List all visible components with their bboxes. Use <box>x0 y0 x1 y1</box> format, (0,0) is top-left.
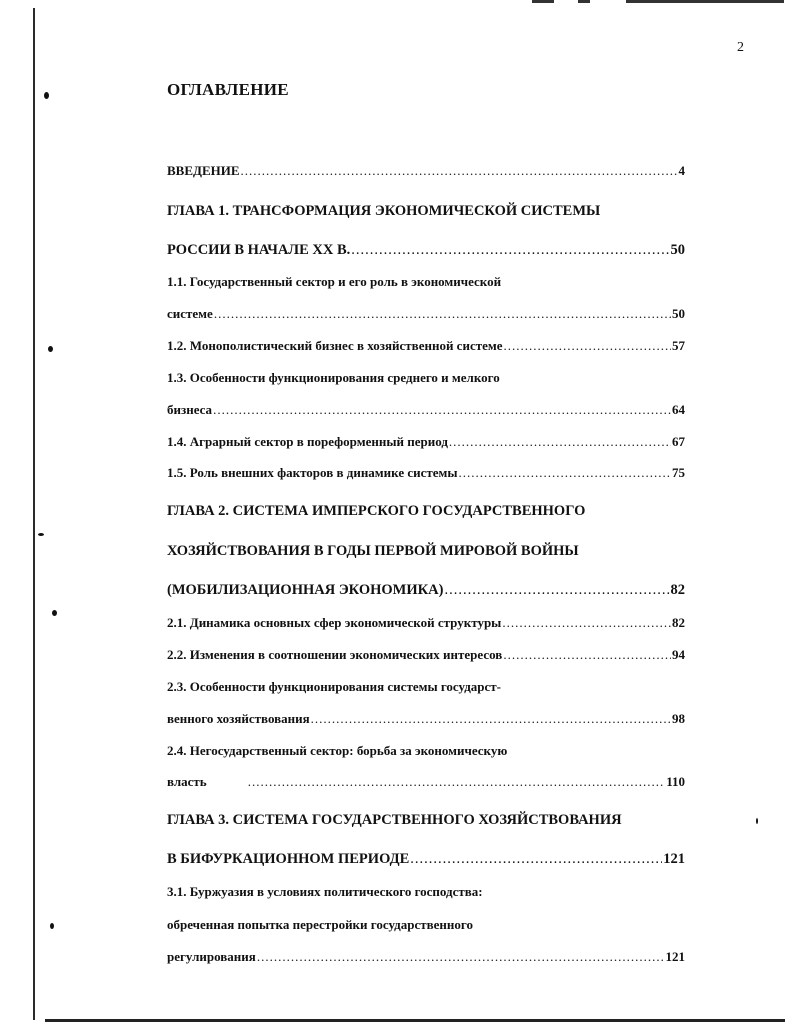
toc-entry-title: (МОБИЛИЗАЦИОННАЯ ЭКОНОМИКА) <box>167 582 444 598</box>
toc-entry-page: 67 <box>672 434 685 449</box>
toc-heading: ОГЛАВЛЕНИЕ <box>167 80 289 99</box>
toc-entry-title: власть <box>167 774 207 789</box>
toc-entry-title: 1.3. Особенности функционирования среднего и мелкого <box>167 370 500 385</box>
scan-speck <box>756 818 758 824</box>
toc-entry-title: РОССИИ В НАЧАЛЕ XX В. <box>167 242 351 258</box>
toc-entry-page: 82 <box>670 582 685 598</box>
toc-section-continued <box>167 306 685 322</box>
toc-entry-title: 1.2. Монополистический бизнес в хозяйственной системе <box>167 338 503 353</box>
scan-top-mark <box>578 0 590 3</box>
toc-leader-dots <box>459 465 671 481</box>
scan-top-mark <box>626 0 784 3</box>
toc-entry-page: 121 <box>665 949 685 964</box>
toc-chapter-title <box>167 812 622 829</box>
toc-entry-page: 121 <box>663 851 685 867</box>
toc-leader-dots <box>351 242 669 259</box>
toc-leader-dots <box>248 774 666 790</box>
toc-entry-title: бизнеса <box>167 402 213 417</box>
toc-entry-page: 94 <box>672 647 685 662</box>
toc-section-title-continued <box>167 917 473 933</box>
toc-section-continued <box>167 949 685 965</box>
toc-entry-page: 82 <box>672 615 685 630</box>
toc-chapter-title <box>167 203 600 220</box>
toc-entry-title: ГЛАВА 3. СИСТЕМА ГОСУДАРСТВЕННОГО ХОЗЯЙСТВОВАНИЯ <box>167 812 622 828</box>
toc-leader-dots <box>449 434 671 450</box>
scan-speck <box>50 923 54 929</box>
toc-chapter-title-continued <box>167 242 685 259</box>
toc-chapter-title <box>167 503 585 520</box>
toc-section-title <box>167 274 501 290</box>
toc-chapter-title-continued <box>167 582 685 599</box>
toc-leader-dots <box>241 163 678 179</box>
toc-entry-title: регулирования <box>167 949 256 964</box>
toc-section-title <box>167 370 500 386</box>
toc-leader-dots <box>504 338 672 354</box>
toc-entry-title: 2.1. Динамика основных сфер экономической структуры <box>167 615 502 630</box>
toc-entry-title: венного хозяйствования <box>167 711 310 726</box>
toc-section-title <box>167 884 483 900</box>
toc-entry-title: 2.3. Особенности функционирования системы государст- <box>167 679 502 694</box>
toc-entry-title: 1.1. Государственный сектор и его роль в экономической <box>167 274 502 289</box>
toc-leader-dots <box>214 306 671 322</box>
toc-entry-title: 3.1. Буржуазия в условиях политического господства: <box>167 884 483 899</box>
scan-speck <box>52 610 57 616</box>
toc-section-continued <box>167 711 685 727</box>
toc-entry-title: ГЛАВА 2. СИСТЕМА ИМПЕРСКОГО ГОСУДАРСТВЕННОГО <box>167 503 586 519</box>
scan-margin-line <box>33 8 35 1020</box>
toc-leader-dots <box>503 647 671 663</box>
toc-entry-title: ГЛАВА 1. ТРАНСФОРМАЦИЯ ЭКОНОМИЧЕСКОЙ СИСТЕМЫ <box>167 203 601 219</box>
page-number: 2 <box>737 40 744 55</box>
toc-leader-dots <box>311 711 671 727</box>
toc-section <box>167 434 685 450</box>
toc-leader-dots <box>444 582 669 599</box>
toc-section <box>167 465 685 481</box>
toc-entry-page: 75 <box>672 465 685 480</box>
toc-entry-page: 64 <box>672 402 685 417</box>
toc-entry-page: 110 <box>666 774 685 789</box>
scan-speck <box>38 533 44 536</box>
toc-entry-page: 4 <box>678 163 685 178</box>
toc-section-title <box>167 743 507 759</box>
scan-speck <box>44 92 49 99</box>
scan-top-mark <box>532 0 554 3</box>
toc-section <box>167 338 685 354</box>
toc-chapter-title-continued <box>167 851 685 868</box>
toc-section <box>167 647 685 663</box>
toc-entry-title: 2.2. Изменения в соотношении экономических интересов <box>167 647 503 662</box>
toc-entry-title: ВВЕДЕНИЕ <box>167 163 240 178</box>
toc-entry-title: системе <box>167 306 213 321</box>
toc-section-title <box>167 679 501 695</box>
toc-entry-title: В БИФУРКАЦИОННОМ ПЕРИОДЕ <box>167 851 410 867</box>
toc-entry-title: 1.5. Роль внешних факторов в динамике системы <box>167 465 458 480</box>
toc-section-continued <box>167 774 685 790</box>
scan-bottom-line <box>45 1019 785 1022</box>
toc-entry-page: 57 <box>672 338 685 353</box>
toc-entry-page: 50 <box>670 242 685 258</box>
toc-entry-title: обреченная попытка перестройки государственного <box>167 917 473 932</box>
toc-leader-dots <box>213 402 671 418</box>
toc-section-continued <box>167 402 685 418</box>
toc-chapter-title-continued <box>167 543 579 560</box>
toc-entry-introduction <box>167 163 685 179</box>
scan-speck <box>48 346 53 352</box>
toc-entry-title: ХОЗЯЙСТВОВАНИЯ В ГОДЫ ПЕРВОЙ МИРОВОЙ ВОЙНЫ <box>167 543 579 559</box>
toc-leader-dots <box>257 949 665 965</box>
toc-entry-page: 98 <box>672 711 685 726</box>
toc-leader-dots <box>502 615 671 631</box>
toc-entry-title: 2.4. Негосударственный сектор: борьба за экономическую <box>167 743 508 758</box>
toc-entry-title: 1.4. Аграрный сектор в пореформенный период <box>167 434 448 449</box>
toc-section <box>167 615 685 631</box>
toc-leader-dots <box>410 851 662 868</box>
toc-entry-page: 50 <box>672 306 685 321</box>
